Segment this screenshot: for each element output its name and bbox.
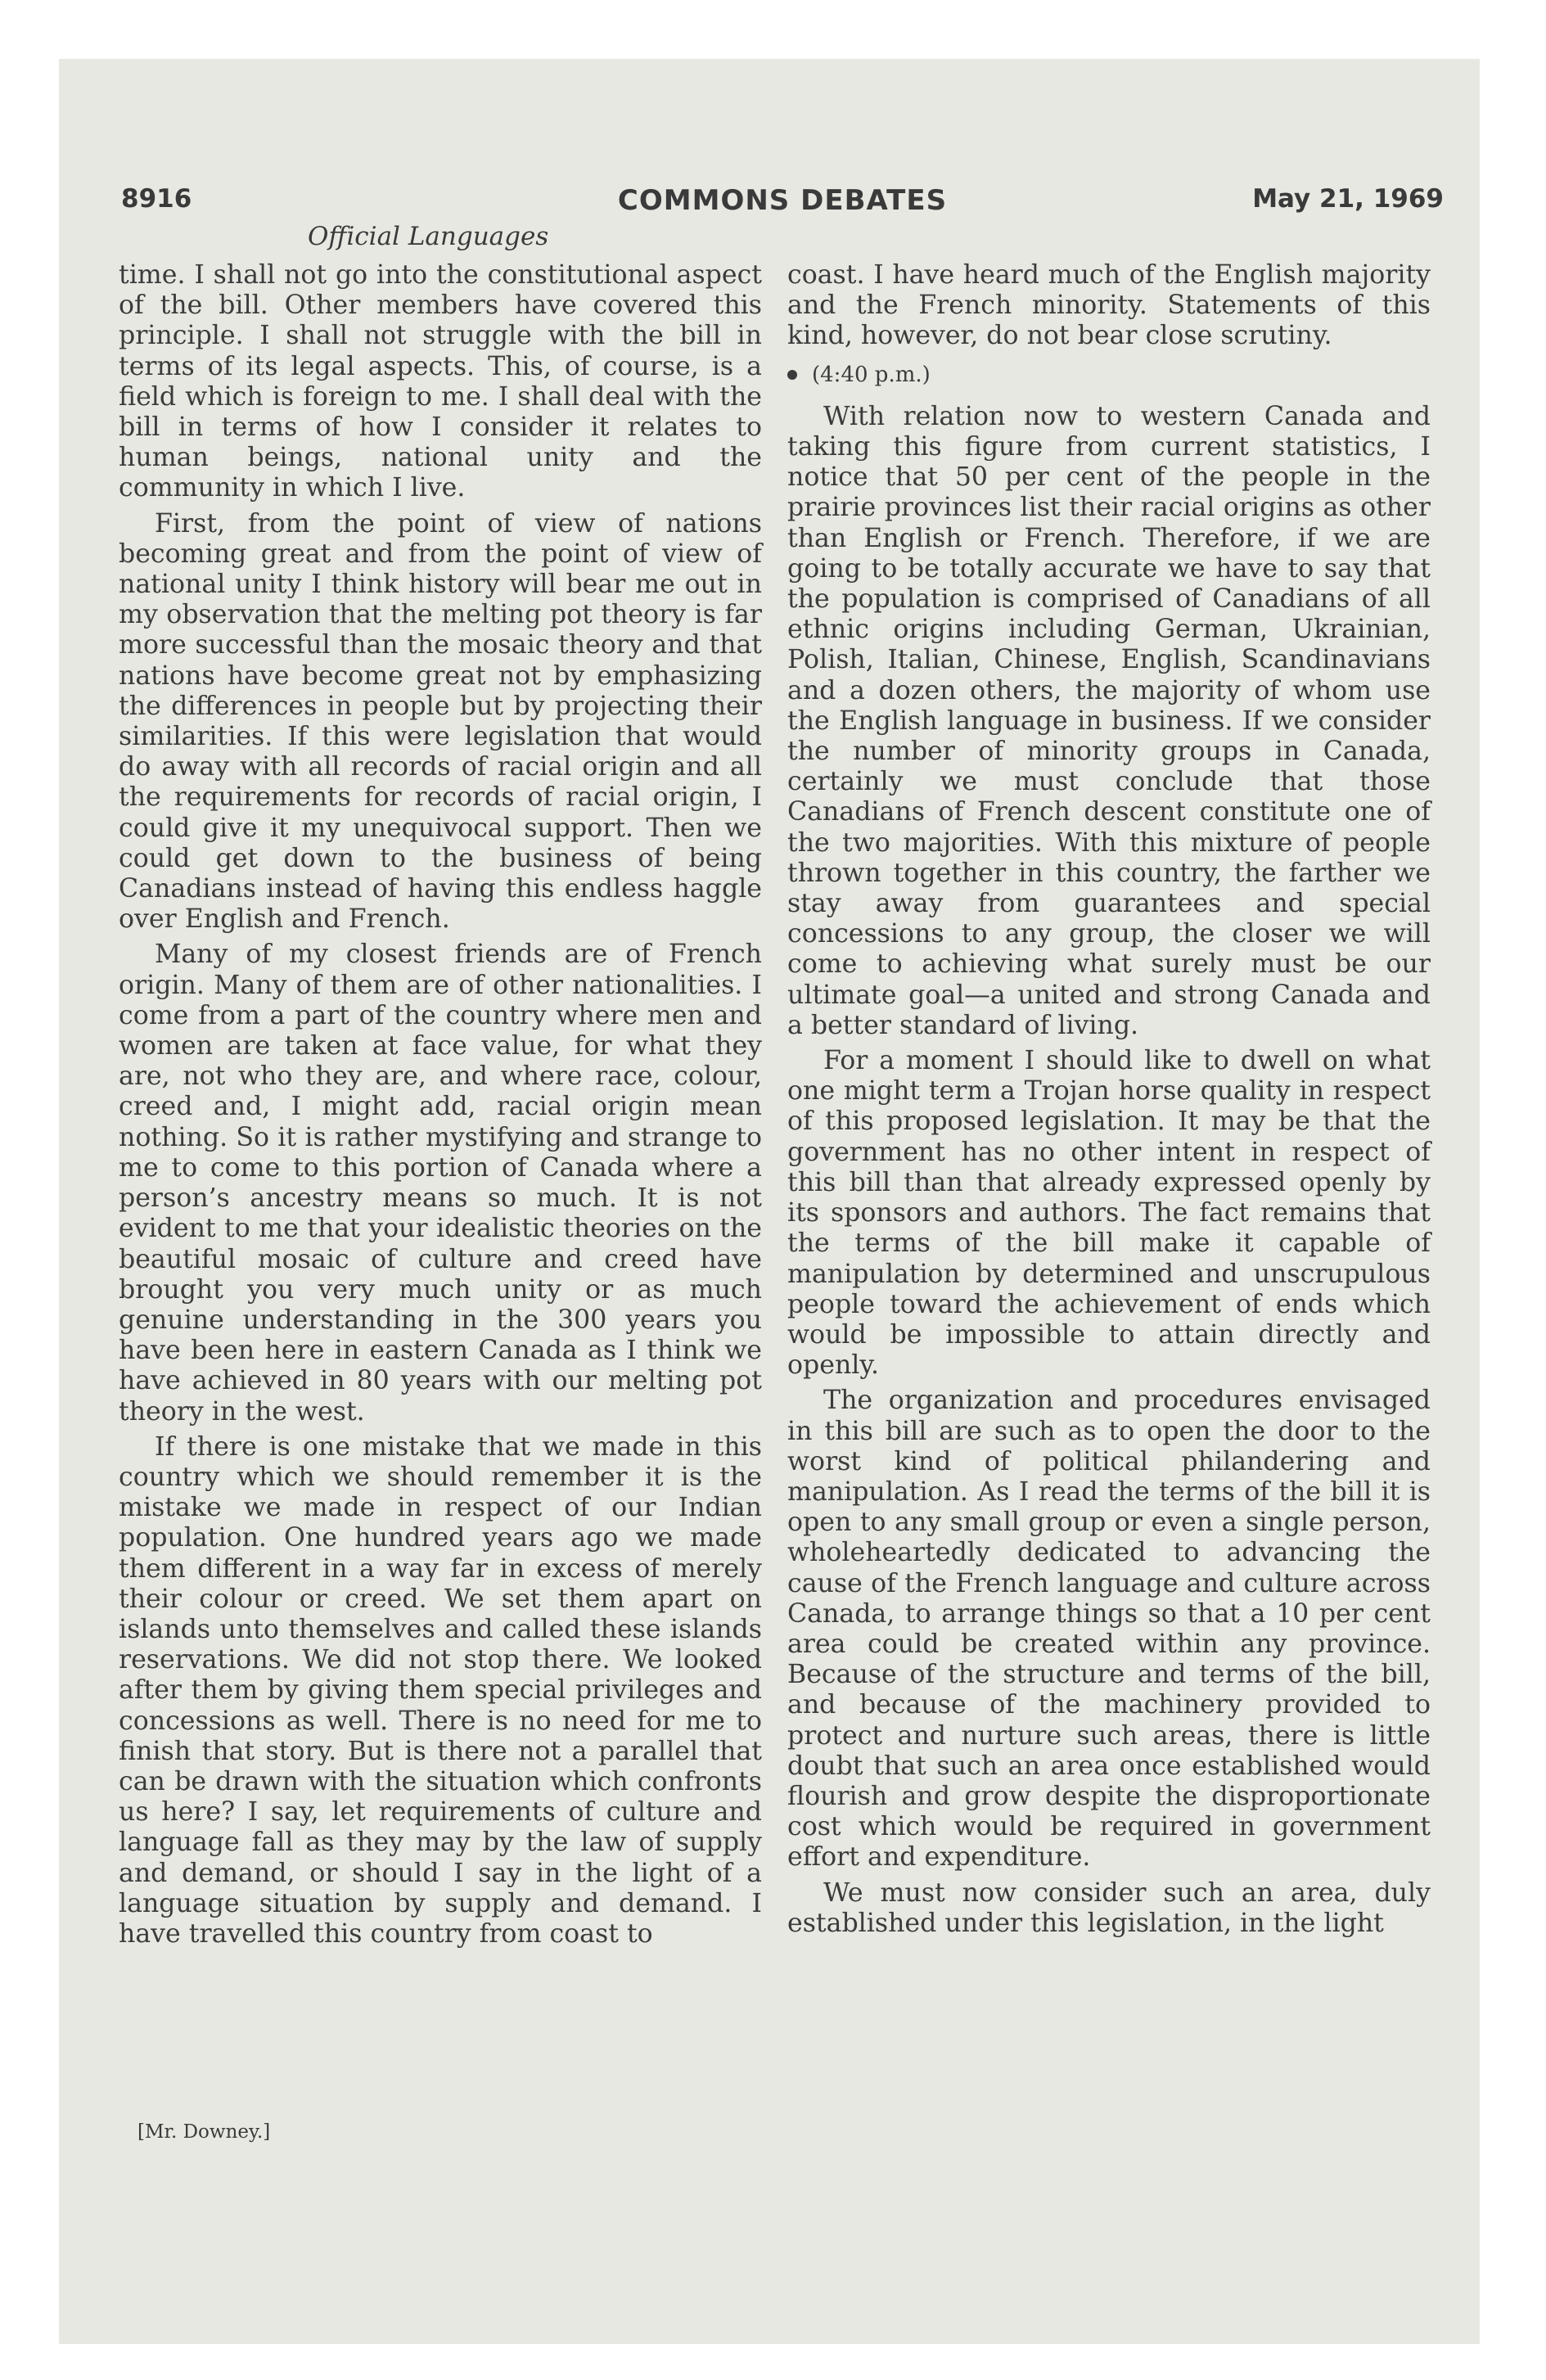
- paragraph: If there is one mistake that we made in this country which we should remember it is the mistake we made in respect of our Indian population. One hundred years ago we made them different in a way far in excess of merely their colour or creed. We set them apart on islands unto themselves and called these islands reservations. We did not stop there. We looked after them by giving them special privileges and concessions as well. There is no need for me to finish that story. But is there not a parallel that can be drawn with the situation which confronts us here? I say, let requirements of culture and language fall as they may by the law of supply and demand, or should I say in the light of a language situation by supply and demand. I have travelled this country from coast to: [119, 1431, 762, 1949]
- section-title: Official Languages: [308, 222, 549, 251]
- publication-title: COMMONS DEBATES: [617, 184, 948, 217]
- paragraph: The organization and procedures envisaged in this bill are such as to open the door to the worst kind of political philandering and manipulation. As I read the terms of the bill it is open to any small group or even a single person, wholeheartedly dedicated to advancing the cause of the French language and culture across Canada, to arrange things so that a 10 per cent area could be created within any province. Because of the structure and terms of the bill, and because of the machinery provided to protect and nurture such areas, there is little doubt that such an area once established would flourish and grow despite the disproportionate cost which would be required in government effort and expenditure.: [787, 1386, 1431, 1873]
- left-column: [119, 260, 762, 1950]
- page-number: 8916: [121, 184, 192, 214]
- paragraph: Many of my closest friends are of French origin. Many of them are of other nationalities. I come from a part of the country where men and women are taken at face value, for what they are, not who they are, and where race, colour, creed and, I might add, racial origin mean nothing. So it is rather mystifying and strange to me to come to this portion of Canada where a person’s ancestry means so much. It is not evident to me that your idealistic theories on the beautiful mosaic of culture and creed have brought you very much unity or as much genuine understanding in the 300 years you have been here in eastern Canada as I think we have achieved in 80 years with our melting pot theory in the west.: [119, 940, 762, 1427]
- paragraph: First, from the point of view of nations becoming great and from the point of view of national unity I think history will bear me out in my observation that the melting pot theory is far more successful than the mosaic theory and that nations have become great not by emphasizing the differences in people but by projecting their similarities. If this were legislation that would do away with all records of racial origin and all the requirements for records of racial origin, I could give it my unequivocal support. Then we could get down to the business of being Canadians instead of having this endless haggle over English and French.: [119, 508, 762, 935]
- right-column: [787, 260, 1431, 1939]
- paragraph: For a moment I should like to dwell on what one might term a Trojan horse quality in respect of this proposed legislation. It may be that the government has no other intent in respect of this bill than that already expressed openly by its sponsors and authors. The fact remains that the terms of the bill make it capable of manipulation by determined and unscrupulous people toward the achievement of ends which would be impossible to attain directly and openly.: [787, 1046, 1431, 1381]
- paragraph: time. I shall not go into the constitutional aspect of the bill. Other members have covered this principle. I shall not struggle with the bill in terms of its legal aspects. This, of course, is a field which is foreign to me. I shall deal with the bill in terms of how I consider it relates to human beings, national unity and the community in which I live.: [119, 260, 762, 503]
- page-header: [121, 184, 1444, 225]
- issue-date: May 21, 1969: [1252, 184, 1444, 214]
- speaker-attribution: [Mr. Downey.]: [137, 2121, 271, 2143]
- paragraph: We must now consider such an area, duly established under this legislation, in the light: [787, 1877, 1431, 1938]
- time-marker-text: (4:40 p.m.): [812, 362, 931, 387]
- paragraph: coast. I have heard much of the English majority and the French minority. Statements of this kind, however, do not bear close scrutiny.: [787, 260, 1431, 351]
- bullet-icon: [787, 370, 797, 380]
- time-marker: [787, 360, 1431, 390]
- paragraph: With relation now to western Canada and taking this figure from current statistics, I notice that 50 per cent of the people in the prairie provinces list their racial origins as other than English or French. Therefore, if we are going to be totally accurate we have to say that the population is comprised of Canadians of all ethnic origins including German, Ukrainian, Polish, Italian, Chinese, English, Scandinavians and a dozen others, the majority of whom use the English language in business. If we consider the number of minority groups in Canada, certainly we must conclude that those Canadians of French descent constitute one of the two majorities. With this mixture of people thrown together in this country, the farther we stay away from guarantees and special concessions to any group, the closer we will come to achieving what surely must be our ultimate goal—a united and strong Canada and a better standard of living.: [787, 401, 1431, 1040]
